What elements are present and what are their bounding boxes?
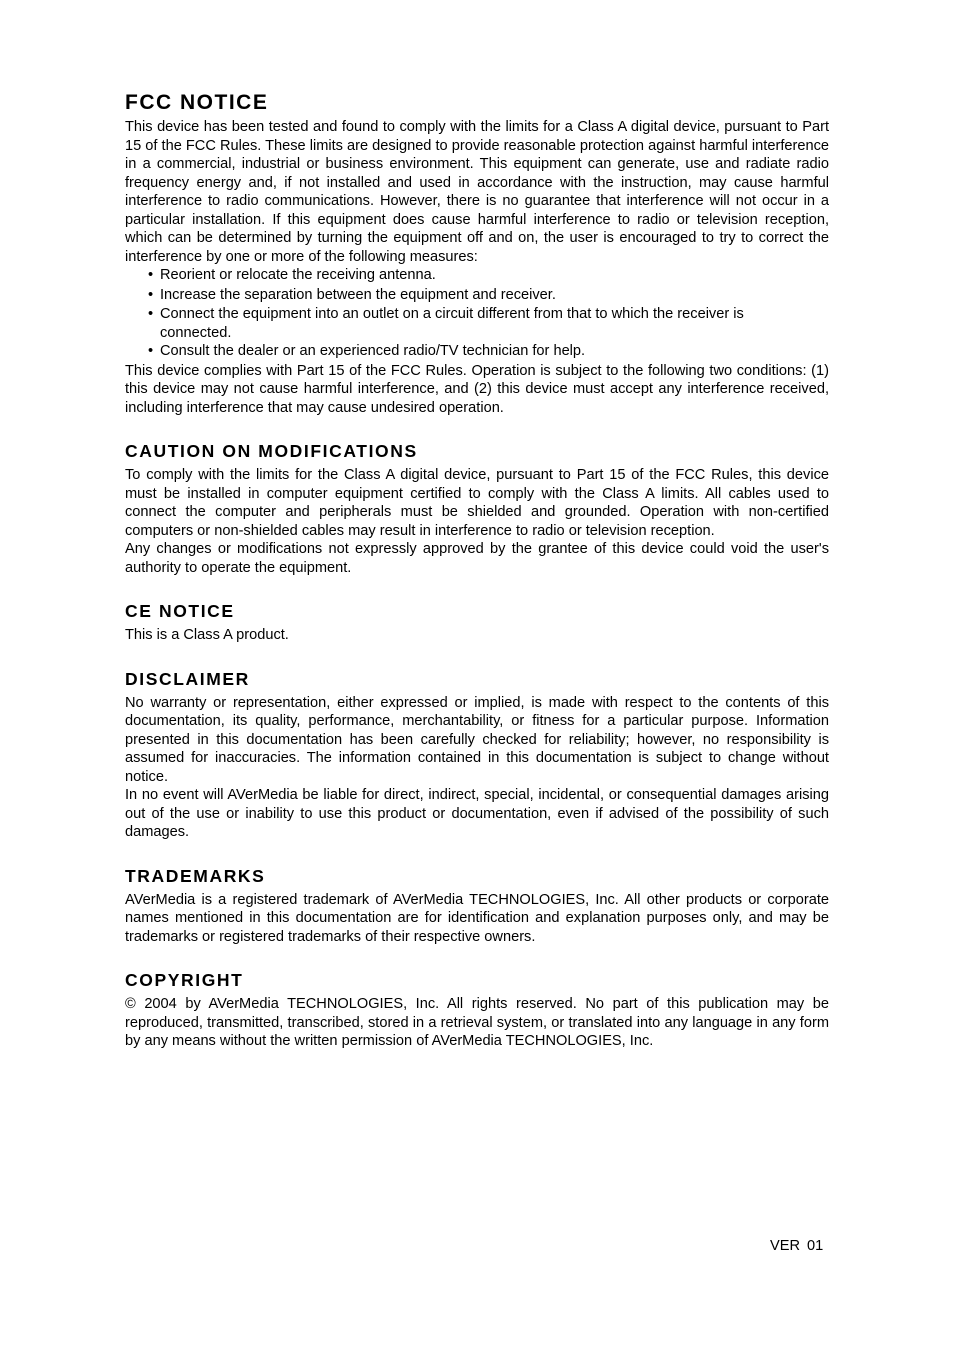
copyright-heading: COPYRIGHT: [125, 970, 244, 990]
trademarks-section: [125, 864, 829, 947]
copyright-section: [125, 968, 829, 1051]
caution-section: [125, 439, 829, 577]
list-item: • Consult the dealer or an experienced radio/TV technician for help.: [148, 343, 586, 359]
caution-heading: CAUTION ON MODIFICATIONS: [125, 441, 418, 461]
ce-notice-heading: CE NOTICE: [125, 601, 235, 621]
ce-notice-section: [125, 599, 829, 645]
fcc-measures-list: [125, 266, 829, 361]
trademarks-paragraph: AVerMedia is a registered trademark of AVerMedia TECHNOLOGIES, Inc. All other products or corporate names mentioned in this documentation are for identification and explanation purposes only, and may be trademarks or registered trademarks of their respective owners.: [125, 891, 829, 945]
caution-paragraph-1: To comply with the limits for the Class A digital device, pursuant to Part 15 of the FCC Rules, this device must be installed in computer equipment certified to comply with the Class A limits. All cables used to connect the computer and peripherals must be shielded and grounded. Operation with non-certified computers or non-shielded cables may result in interference to radio or television reception.: [125, 467, 829, 539]
fcc-notice-paragraph-1: This device has been tested and found to comply with the limits for a Class A digital device, pursuant to Part 15 of the FCC Rules. These limits are designed to provide reasonable protection against harmful interference in a commercial, industrial or business environment. This equipment can generate, use and radiate radio frequency energy and, if not installed and used in accordance with the instruction, may cause harmful interference to radio communications. However, there is no guarantee that interference will not occur in a particular installation. If this equipment does cause harmful interference to radio or television reception, which can be determined by turning the equipment off and on, the user is encouraged to try to correct the interference by one or more of the following measures:: [125, 119, 829, 265]
trademarks-heading: TRADEMARKS: [125, 865, 266, 886]
caution-paragraph-2: Any changes or modifications not expressly approved by the grantee of this device could void the user's authority to operate the equipment.: [125, 541, 829, 576]
ce-notice-paragraph: This is a Class A product.: [125, 627, 289, 643]
disclaimer-paragraph-1: No warranty or representation, either expressed or implied, is made with respect to the contents of this documentation, its quality, performance, merchantability, or fitness for a particular purpose. Information presented in this documentation has been carefully checked for reliability; however, no responsibility is assumed for inaccuracies. The information contained in this documentation is subject to change without notice.: [125, 694, 829, 785]
list-item: • Reorient or relocate the receiving antenna.: [148, 267, 436, 283]
fcc-notice-paragraph-2: This device complies with Part 15 of the FCC Rules. Operation is subject to the following two conditions: (1) this device may not cause harmful interference, and (2) this device must accept any interference received, including interference that may cause undesired operation.: [125, 362, 829, 416]
disclaimer-heading: DISCLAIMER: [125, 668, 250, 689]
version-label: VER 01: [770, 1238, 824, 1254]
fcc-notice-heading: FCC NOTICE: [125, 91, 269, 114]
copyright-paragraph: © 2004 by AVerMedia TECHNOLOGIES, Inc. All rights reserved. No part of this publication may be reproduced, transmitted, transcribed, stored in a retrieval system, or translated into any language in any form by any means without the written permission of AVerMedia TECHNOLOGIES, Inc.: [125, 996, 829, 1049]
disclaimer-paragraph-2: In no event will AVerMedia be liable for direct, indirect, special, incidental, or consequential damages arising out of the use or inability to use this product or documentation, even if advised of the possibility of such damages.: [125, 787, 829, 840]
list-item: • Increase the separation between the equipment and receiver.: [148, 286, 556, 303]
fcc-notice-section: [125, 90, 829, 417]
list-item: • Connect the equipment into an outlet on a circuit different from that to which the receiver is connected.: [148, 306, 744, 341]
disclaimer-section: [125, 667, 829, 842]
document-body: [125, 90, 829, 1051]
